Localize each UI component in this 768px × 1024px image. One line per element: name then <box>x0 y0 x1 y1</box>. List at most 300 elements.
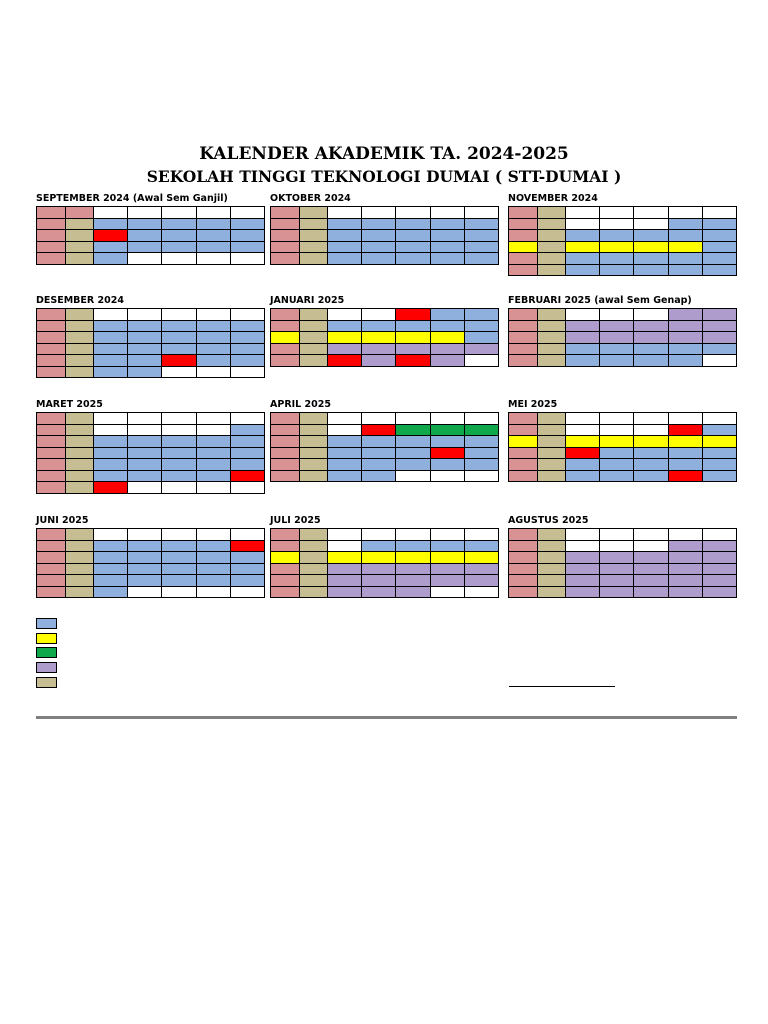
day-cell <box>396 459 430 471</box>
day-cell <box>162 436 196 448</box>
day-cell <box>430 413 464 425</box>
day-cell <box>537 320 566 332</box>
day-cell <box>271 241 300 253</box>
day-cell <box>396 470 430 482</box>
week-row <box>509 309 737 321</box>
day-cell <box>328 343 362 355</box>
day-cell <box>230 343 264 355</box>
week-row <box>37 366 265 378</box>
month-grid <box>508 528 737 598</box>
day-cell <box>537 470 566 482</box>
day-cell <box>128 332 162 344</box>
day-cell <box>94 552 128 564</box>
day-cell <box>600 320 634 332</box>
week-row <box>271 447 499 459</box>
day-cell <box>668 309 702 321</box>
day-cell <box>537 424 566 436</box>
day-cell <box>362 343 396 355</box>
day-cell <box>65 529 94 541</box>
day-cell <box>65 575 94 587</box>
day-cell <box>362 563 396 575</box>
day-cell <box>37 575 66 587</box>
day-cell <box>537 309 566 321</box>
day-cell <box>566 264 600 276</box>
day-cell <box>600 264 634 276</box>
day-cell <box>566 253 600 265</box>
month-block <box>508 295 737 367</box>
day-cell <box>299 529 328 541</box>
day-cell <box>362 436 396 448</box>
day-cell <box>162 482 196 494</box>
day-cell <box>271 207 300 219</box>
week-row <box>509 332 737 344</box>
week-row <box>509 459 737 471</box>
day-cell <box>566 552 600 564</box>
day-cell <box>196 586 230 598</box>
day-cell <box>634 552 668 564</box>
page-title: KALENDER AKADEMIK TA. 2024-2025 <box>199 144 569 164</box>
week-row <box>509 586 737 598</box>
day-cell <box>396 436 430 448</box>
day-cell <box>128 540 162 552</box>
day-cell <box>634 563 668 575</box>
day-cell <box>94 459 128 471</box>
week-row <box>37 207 265 219</box>
day-cell <box>634 309 668 321</box>
day-cell <box>230 332 264 344</box>
week-row <box>271 424 499 436</box>
day-cell <box>271 309 300 321</box>
day-cell <box>600 309 634 321</box>
day-cell <box>196 552 230 564</box>
day-cell <box>94 366 128 378</box>
day-cell <box>537 218 566 230</box>
day-cell <box>566 529 600 541</box>
month-block <box>36 193 265 265</box>
day-cell <box>271 552 300 564</box>
day-cell <box>94 218 128 230</box>
day-cell <box>162 366 196 378</box>
day-cell <box>94 563 128 575</box>
day-cell <box>566 241 600 253</box>
day-cell <box>299 563 328 575</box>
day-cell <box>94 241 128 253</box>
day-cell <box>566 309 600 321</box>
week-row <box>37 529 265 541</box>
day-cell <box>537 241 566 253</box>
day-cell <box>634 529 668 541</box>
day-cell <box>299 355 328 367</box>
month-grid <box>270 412 499 482</box>
day-cell <box>65 413 94 425</box>
day-cell <box>328 320 362 332</box>
day-cell <box>162 253 196 265</box>
month-block <box>508 193 737 276</box>
day-cell <box>396 320 430 332</box>
day-cell <box>162 563 196 575</box>
week-row <box>37 575 265 587</box>
day-cell <box>196 218 230 230</box>
day-cell <box>65 540 94 552</box>
day-cell <box>668 355 702 367</box>
day-cell <box>464 575 498 587</box>
day-cell <box>464 230 498 242</box>
day-cell <box>600 207 634 219</box>
signature-line <box>509 686 615 687</box>
day-cell <box>430 332 464 344</box>
week-row <box>509 355 737 367</box>
week-row <box>509 529 737 541</box>
day-cell <box>196 241 230 253</box>
week-row <box>37 540 265 552</box>
day-cell <box>230 230 264 242</box>
week-row <box>509 470 737 482</box>
week-row <box>37 552 265 564</box>
day-cell <box>65 343 94 355</box>
day-cell <box>509 529 538 541</box>
week-row <box>509 413 737 425</box>
day-cell <box>464 436 498 448</box>
day-cell <box>196 575 230 587</box>
day-cell <box>362 253 396 265</box>
day-cell <box>566 459 600 471</box>
day-cell <box>299 332 328 344</box>
day-cell <box>196 424 230 436</box>
day-cell <box>94 332 128 344</box>
day-cell <box>634 447 668 459</box>
day-cell <box>509 320 538 332</box>
day-cell <box>65 470 94 482</box>
day-cell <box>464 529 498 541</box>
week-row <box>37 309 265 321</box>
day-cell <box>464 241 498 253</box>
day-cell <box>668 586 702 598</box>
day-cell <box>37 586 66 598</box>
day-cell <box>230 447 264 459</box>
day-cell <box>396 355 430 367</box>
day-cell <box>668 253 702 265</box>
day-cell <box>271 320 300 332</box>
month-block <box>36 295 265 378</box>
day-cell <box>396 575 430 587</box>
day-cell <box>196 230 230 242</box>
day-cell <box>537 540 566 552</box>
day-cell <box>702 459 736 471</box>
day-cell <box>65 366 94 378</box>
day-cell <box>162 218 196 230</box>
day-cell <box>128 447 162 459</box>
day-cell <box>37 355 66 367</box>
day-cell <box>230 575 264 587</box>
day-cell <box>537 343 566 355</box>
month-grid <box>270 206 499 265</box>
day-cell <box>162 355 196 367</box>
day-cell <box>600 459 634 471</box>
day-cell <box>94 320 128 332</box>
week-row <box>37 586 265 598</box>
day-cell <box>37 563 66 575</box>
day-cell <box>702 218 736 230</box>
day-cell <box>94 253 128 265</box>
week-row <box>271 343 499 355</box>
legend-swatch <box>36 618 57 629</box>
day-cell <box>271 540 300 552</box>
day-cell <box>396 424 430 436</box>
day-cell <box>396 563 430 575</box>
day-cell <box>128 563 162 575</box>
month-grid <box>270 528 499 598</box>
month-label: OKTOBER 2024 <box>270 193 351 204</box>
day-cell <box>634 586 668 598</box>
month-block <box>508 399 737 482</box>
day-cell <box>362 540 396 552</box>
day-cell <box>196 332 230 344</box>
day-cell <box>94 207 128 219</box>
week-row <box>37 355 265 367</box>
day-cell <box>299 218 328 230</box>
day-cell <box>37 413 66 425</box>
week-row <box>271 459 499 471</box>
day-cell <box>230 586 264 598</box>
day-cell <box>362 413 396 425</box>
day-cell <box>464 424 498 436</box>
day-cell <box>566 586 600 598</box>
month-label: JUNI 2025 <box>36 515 89 526</box>
day-cell <box>702 355 736 367</box>
day-cell <box>65 332 94 344</box>
day-cell <box>37 230 66 242</box>
day-cell <box>668 459 702 471</box>
day-cell <box>396 332 430 344</box>
day-cell <box>230 552 264 564</box>
day-cell <box>65 436 94 448</box>
day-cell <box>94 575 128 587</box>
day-cell <box>362 447 396 459</box>
day-cell <box>162 343 196 355</box>
day-cell <box>464 207 498 219</box>
day-cell <box>37 309 66 321</box>
day-cell <box>396 529 430 541</box>
day-cell <box>668 413 702 425</box>
day-cell <box>600 241 634 253</box>
week-row <box>509 343 737 355</box>
day-cell <box>37 253 66 265</box>
day-cell <box>702 332 736 344</box>
day-cell <box>600 230 634 242</box>
day-cell <box>566 470 600 482</box>
day-cell <box>537 332 566 344</box>
day-cell <box>464 586 498 598</box>
day-cell <box>128 413 162 425</box>
week-row <box>37 424 265 436</box>
day-cell <box>566 355 600 367</box>
day-cell <box>509 207 538 219</box>
week-row <box>37 218 265 230</box>
day-cell <box>128 424 162 436</box>
day-cell <box>37 436 66 448</box>
day-cell <box>65 459 94 471</box>
day-cell <box>299 309 328 321</box>
day-cell <box>271 253 300 265</box>
week-row <box>509 540 737 552</box>
week-row <box>271 470 499 482</box>
day-cell <box>634 413 668 425</box>
month-block <box>270 193 499 265</box>
week-row <box>509 253 737 265</box>
day-cell <box>162 529 196 541</box>
day-cell <box>128 552 162 564</box>
week-row <box>271 540 499 552</box>
week-row <box>509 264 737 276</box>
day-cell <box>600 218 634 230</box>
day-cell <box>65 230 94 242</box>
day-cell <box>430 540 464 552</box>
day-cell <box>362 575 396 587</box>
day-cell <box>128 436 162 448</box>
day-cell <box>299 447 328 459</box>
day-cell <box>396 586 430 598</box>
day-cell <box>509 253 538 265</box>
day-cell <box>37 218 66 230</box>
day-cell <box>430 207 464 219</box>
day-cell <box>94 309 128 321</box>
day-cell <box>37 207 66 219</box>
day-cell <box>600 253 634 265</box>
day-cell <box>37 332 66 344</box>
day-cell <box>128 241 162 253</box>
day-cell <box>702 207 736 219</box>
day-cell <box>128 218 162 230</box>
day-cell <box>230 413 264 425</box>
week-row <box>271 320 499 332</box>
week-row <box>37 413 265 425</box>
day-cell <box>65 552 94 564</box>
day-cell <box>328 355 362 367</box>
legend-swatch <box>36 662 57 673</box>
day-cell <box>328 563 362 575</box>
day-cell <box>509 332 538 344</box>
week-row <box>509 320 737 332</box>
day-cell <box>230 207 264 219</box>
day-cell <box>362 332 396 344</box>
day-cell <box>94 413 128 425</box>
month-grid <box>36 528 265 598</box>
day-cell <box>430 343 464 355</box>
day-cell <box>328 253 362 265</box>
day-cell <box>328 470 362 482</box>
day-cell <box>128 253 162 265</box>
day-cell <box>537 355 566 367</box>
day-cell <box>464 218 498 230</box>
day-cell <box>65 241 94 253</box>
day-cell <box>230 529 264 541</box>
day-cell <box>668 447 702 459</box>
day-cell <box>430 424 464 436</box>
day-cell <box>162 320 196 332</box>
day-cell <box>230 218 264 230</box>
day-cell <box>37 470 66 482</box>
week-row <box>37 230 265 242</box>
week-row <box>509 241 737 253</box>
day-cell <box>702 447 736 459</box>
day-cell <box>600 552 634 564</box>
week-row <box>271 529 499 541</box>
day-cell <box>37 343 66 355</box>
week-row <box>509 424 737 436</box>
month-label: JANUARI 2025 <box>270 295 345 306</box>
day-cell <box>162 586 196 598</box>
day-cell <box>230 355 264 367</box>
day-cell <box>430 447 464 459</box>
day-cell <box>600 332 634 344</box>
day-cell <box>299 253 328 265</box>
day-cell <box>128 470 162 482</box>
day-cell <box>162 552 196 564</box>
week-row <box>271 575 499 587</box>
day-cell <box>271 529 300 541</box>
day-cell <box>702 563 736 575</box>
day-cell <box>464 540 498 552</box>
day-cell <box>509 218 538 230</box>
day-cell <box>702 253 736 265</box>
day-cell <box>128 575 162 587</box>
day-cell <box>537 207 566 219</box>
day-cell <box>328 447 362 459</box>
day-cell <box>509 413 538 425</box>
day-cell <box>668 343 702 355</box>
day-cell <box>37 482 66 494</box>
day-cell <box>430 575 464 587</box>
day-cell <box>299 436 328 448</box>
day-cell <box>162 413 196 425</box>
day-cell <box>634 332 668 344</box>
month-grid <box>508 206 737 276</box>
day-cell <box>162 207 196 219</box>
day-cell <box>702 529 736 541</box>
day-cell <box>94 586 128 598</box>
day-cell <box>65 207 94 219</box>
month-block <box>508 515 737 598</box>
day-cell <box>162 332 196 344</box>
day-cell <box>430 552 464 564</box>
week-row <box>37 436 265 448</box>
week-row <box>271 253 499 265</box>
month-label: AGUSTUS 2025 <box>508 515 589 526</box>
day-cell <box>37 366 66 378</box>
day-cell <box>299 343 328 355</box>
day-cell <box>702 241 736 253</box>
day-cell <box>566 230 600 242</box>
day-cell <box>464 459 498 471</box>
day-cell <box>668 218 702 230</box>
day-cell <box>634 264 668 276</box>
week-row <box>37 332 265 344</box>
day-cell <box>668 207 702 219</box>
day-cell <box>668 470 702 482</box>
day-cell <box>509 241 538 253</box>
month-grid <box>36 412 265 494</box>
day-cell <box>537 459 566 471</box>
day-cell <box>537 436 566 448</box>
month-label: NOVEMBER 2024 <box>508 193 598 204</box>
day-cell <box>396 540 430 552</box>
day-cell <box>430 218 464 230</box>
day-cell <box>196 482 230 494</box>
day-cell <box>464 563 498 575</box>
week-row <box>37 241 265 253</box>
day-cell <box>128 529 162 541</box>
day-cell <box>537 230 566 242</box>
